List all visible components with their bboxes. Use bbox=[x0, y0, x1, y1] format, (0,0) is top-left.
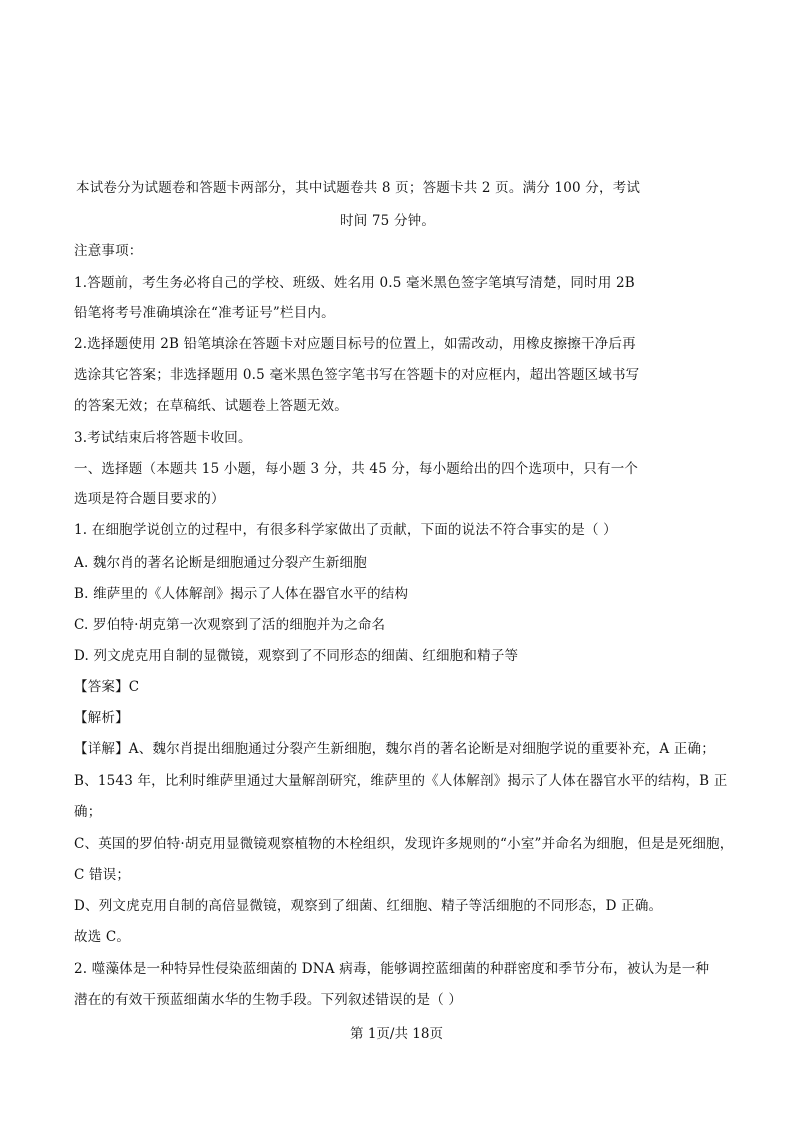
question-1-detail-line-4: C、英国的罗伯特·胡克用显微镜观察植物的木栓组织，发现许多规则的“小室”并命名为细胞，但是是死细胞， bbox=[74, 836, 734, 852]
notice-item-3: 3.考试结束后将答题卡收回。 bbox=[74, 430, 252, 446]
question-1-conclusion: 故选 C。 bbox=[74, 929, 131, 945]
notice-item-2-line-2: 选涂其它答案；非选择题用 0.5 毫米黑色签字笔书写在答题卡的对应框内，超出答题区域书写 bbox=[74, 367, 640, 383]
question-1-detail-line-5: C 错误； bbox=[74, 867, 131, 883]
intro-line-1: 本试卷分为试题卷和答题卡两部分，其中试题卷共 8 页；答题卡共 2 页。满分 100 分，考试 bbox=[76, 180, 641, 196]
question-1-analysis-label: 【解析】 bbox=[74, 710, 129, 726]
question-1-option-c: C. 罗伯特·胡克第一次观察到了活的细胞并为之命名 bbox=[74, 617, 386, 633]
question-1-option-a: A. 魏尔肖的著名论断是细胞通过分裂产生新细胞 bbox=[74, 555, 367, 571]
notice-item-1-line-2: 铅笔将考号准确填涂在“准考证号”栏目内。 bbox=[74, 305, 335, 321]
question-2-stem-line-2: 潜在的有效干预蓝细菌水华的生物手段。下列叙述错误的是（ ） bbox=[74, 992, 463, 1008]
question-1-stem: 1. 在细胞学说创立的过程中，有很多科学家做出了贡献，下面的说法不符合事实的是（ ） bbox=[74, 522, 617, 538]
notice-title: 注意事项： bbox=[74, 243, 143, 259]
question-1-option-d: D. 列文虎克用自制的显微镜，观察到了不同形态的细菌、红细胞和精子等 bbox=[74, 648, 519, 664]
question-1-detail-line-1: 【详解】A、魏尔肖提出细胞通过分裂产生新细胞，魏尔肖的著名论断是对细胞学说的重要补充，A 正确； bbox=[74, 741, 715, 757]
section-1-heading-line-1: 一、选择题（本题共 15 小题，每小题 3 分，共 45 分，每小题给出的四个选项中，只有一个 bbox=[74, 461, 639, 477]
question-2-stem-line-1: 2. 噬藻体是一种特异性侵染蓝细菌的 DNA 病毒，能够调控蓝细菌的种群密度和季节分布，被认为是一种 bbox=[74, 961, 710, 977]
question-1-detail-line-2: B、1543 年，比利时维萨里通过大量解剖研究，维萨里的《人体解剖》揭示了人体在器官水平的结构，B 正 bbox=[74, 773, 728, 789]
question-1-answer: 【答案】C bbox=[74, 679, 140, 695]
question-1-option-b: B. 维萨里的《人体解剖》揭示了人体在器官水平的结构 bbox=[74, 586, 409, 602]
question-1-detail-line-3: 确； bbox=[74, 804, 102, 820]
notice-item-2-line-1: 2.选择题使用 2B 铅笔填涂在答题卡对应题目标号的位置上，如需改动，用橡皮擦擦干净后再 bbox=[74, 336, 636, 352]
question-1-detail-line-6: D、列文虎克用自制的高倍显微镜，观察到了细菌、红细胞、精子等活细胞的不同形态，D 正确。 bbox=[74, 898, 663, 914]
intro-line-2: 时间 75 分钟。 bbox=[340, 213, 436, 229]
page-footer: 第 1页/共 18页 bbox=[350, 1026, 443, 1042]
notice-item-1-line-1: 1.答题前，考生务必将自己的学校、班级、姓名用 0.5 毫米黑色签字笔填写清楚，同时用 2B bbox=[74, 275, 635, 291]
section-1-heading-line-2: 选项是符合题目要求的） bbox=[74, 491, 225, 507]
notice-item-2-line-3: 的答案无效；在草稿纸、试题卷上答题无效。 bbox=[74, 398, 348, 414]
